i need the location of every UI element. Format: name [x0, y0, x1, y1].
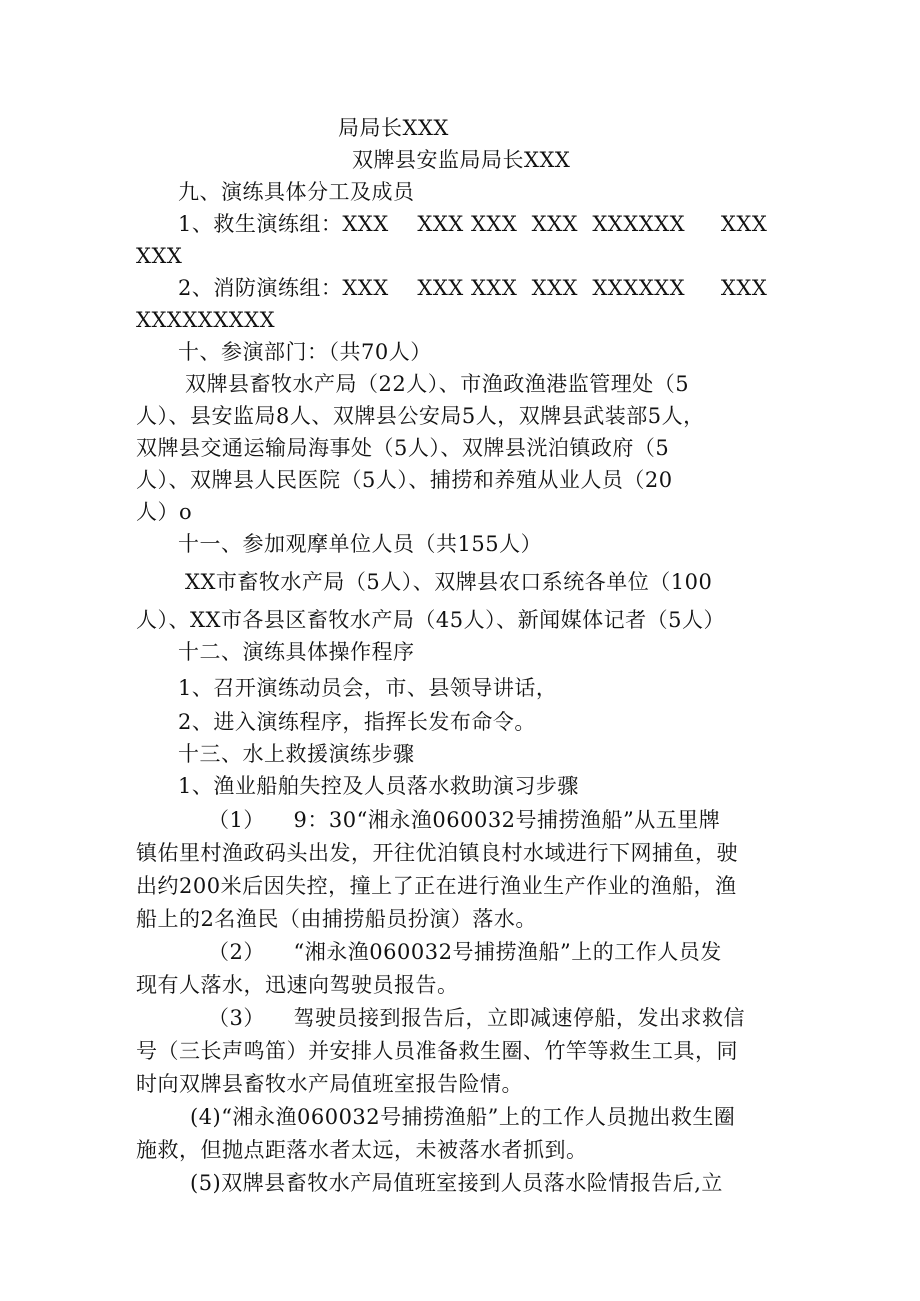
- text-line: 局局长XXX: [338, 116, 449, 140]
- text-line: (5)双牌县畜牧水产局值班室接到人员落水险情报告后,立: [190, 1171, 723, 1195]
- text-line: XXX: [136, 244, 183, 268]
- text-line: 1、救生演练组：XXX XXX XXX XXX XXXXXX XXX: [178, 212, 768, 236]
- text-line: 双牌县畜牧水产局（22人）、市渔政渔港监管理处（5: [185, 372, 690, 396]
- text-line: 双牌县交通运输局海事处（5人）、双牌县洸泊镇政府（5: [136, 436, 670, 460]
- text-line: 人）、县安监局8人、双牌县公安局5人，双牌县武装部5人，: [136, 404, 705, 428]
- text-line: (4)“湘永渔060032号捕捞渔船”上的工作人员抛出救生圈: [190, 1105, 736, 1129]
- text-line: 现有人落水，迅速向驾驶员报告。: [136, 973, 459, 997]
- section-heading: 十二、演练具体操作程序: [178, 640, 415, 664]
- text-line: 出约200米后因失控，撞上了正在进行渔业生产作业的渔船，渔: [136, 874, 737, 898]
- text-line: 人）o: [136, 500, 193, 524]
- section-heading: 十三、水上救援演练步骤: [178, 742, 415, 766]
- text-line: （2） “湘永渔060032号捕捞渔船”上的工作人员发: [208, 940, 722, 964]
- text-line: 时向双牌县畜牧水产局值班室报告险情。: [136, 1072, 523, 1096]
- section-heading: 十一、参加观摩单位人员（共155人）: [178, 532, 543, 556]
- text-line: XX市畜牧水产局（5人）、双牌县农口系统各单位（100: [185, 570, 713, 594]
- text-line: 2、进入演练程序，指挥长发布命令。: [178, 710, 536, 734]
- text-line: 1、召开演练动员会，市、县领导讲话，: [178, 676, 558, 700]
- text-line: 施救，但抛点距落水者太远，未被落水者抓到。: [136, 1138, 588, 1162]
- section-heading: 十、参演部门：（共70人）: [178, 340, 432, 364]
- text-line: 2、消防演练组：XXX XXX XXX XXX XXXXXX XXX: [178, 276, 768, 300]
- text-line: 人）、XX市各县区畜牧水产局（45人）、新闻媒体记者（5人）: [136, 608, 725, 632]
- text-line: （1） 9：30“湘永渔060032号捕捞渔船”从五里牌: [208, 808, 721, 832]
- text-line: 人）、双牌县人民医院（5人）、捕捞和养殖从业人员（20: [136, 468, 673, 492]
- text-line: XXXXXXXXX: [136, 308, 276, 332]
- text-line: 船上的2名渔民（由捕捞船员扮演）落水。: [136, 907, 537, 931]
- section-heading: 九、演练具体分工及成员: [178, 180, 415, 204]
- text-line: （3） 驾驶员接到报告后，立即减速停船，发出求救信: [208, 1006, 746, 1030]
- text-line: 号（三长声鸣笛）并安排人员准备救生圈、竹竿等救生工具，同: [136, 1039, 738, 1063]
- text-line: 1、渔业船舶失控及人员落水救助演习步骤: [178, 774, 579, 798]
- text-line: 镇佑里村渔政码头出发，开往优泊镇良村水域进行下网捕鱼，驶: [136, 841, 738, 865]
- text-line: 双牌县安监局局长XXX: [352, 148, 571, 172]
